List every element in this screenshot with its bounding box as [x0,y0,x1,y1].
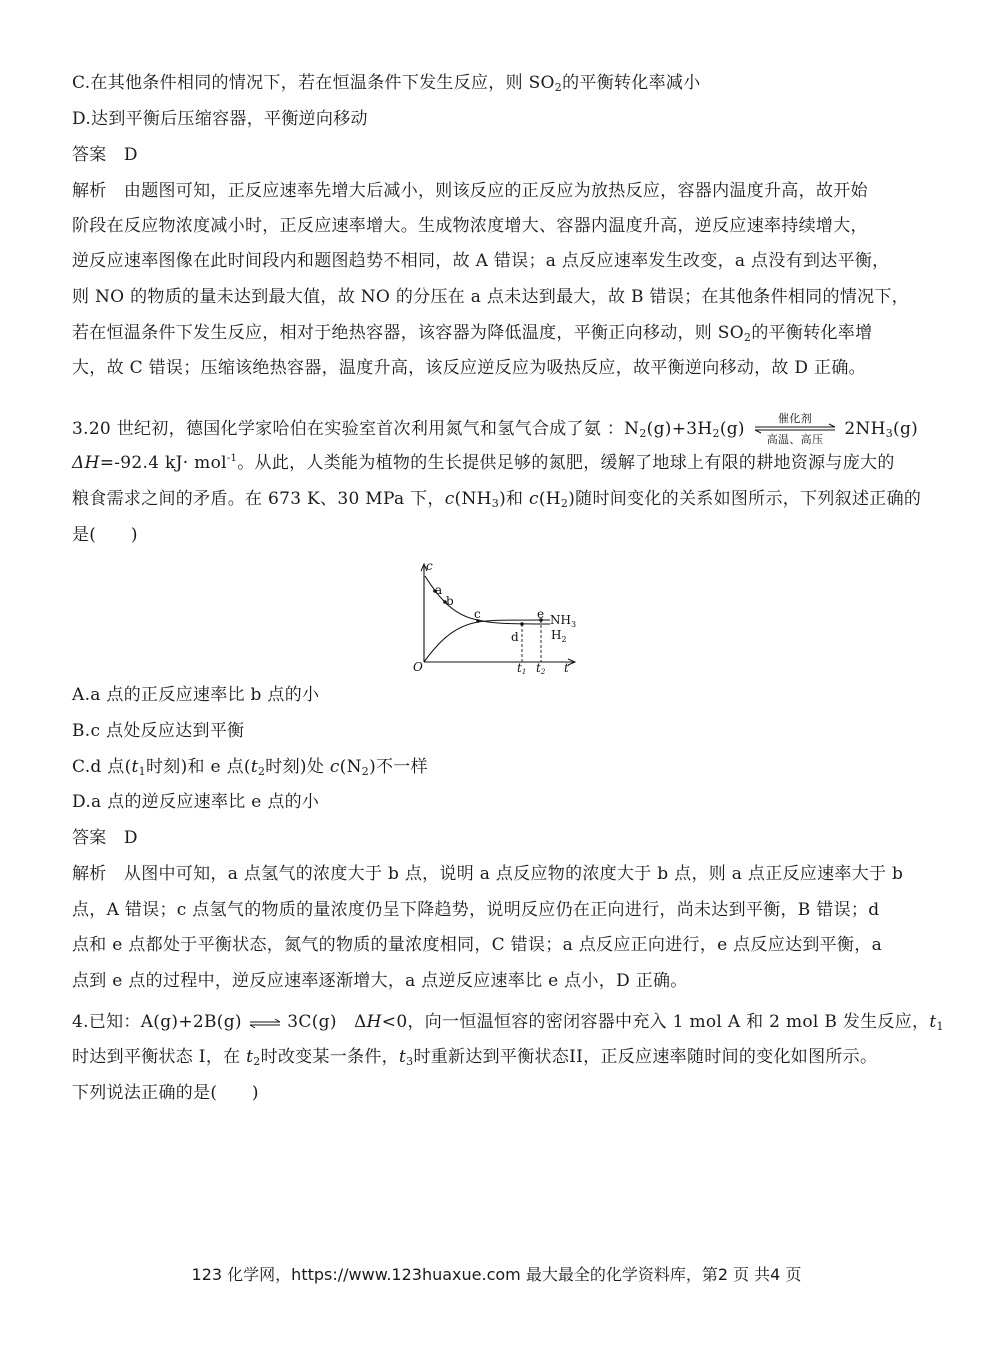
y-axis-label: c [426,559,433,573]
explanation-2-line4: 则 NO 的物质的量未达到最大值，故 NO 的分压在 a 点未达到最大，故 B 错误；在其他条件相同的情况下， [72,287,909,307]
label-e: e [537,607,545,621]
label-b: b [446,594,454,608]
h2-curve [425,576,550,624]
x-axis-label: t [564,661,569,674]
question-4-line1: 4.已知：A(g)+2B(g) 3C(g) ΔH<0，向一恒温恒容的密闭容器中充入 1 mol A 和 2 mol B 发生反应，$t_1$ [72,1012,944,1033]
page-footer: 123 化学网，https://www.123huaxue.com 最大最全的化学资料库，第2 页 共4 页 [191,1265,802,1284]
question-3-line1: 3.20 世纪初，德国化学家哈伯在实验室首次利用氮气和氢气合成了氨 ：$N_2(g)+3H_2(g)$ 催化剂 高温、高压 $2NH_3(g)$ [72,411,919,446]
explanation-2-line5: 若在恒温条件下发生反应，相对于绝热容器，该容器为降低温度，平衡正向移动，则 $SO_2$的平衡转化率增 [72,323,873,344]
label-a: a [435,583,443,597]
explanation-2-line3: 逆反应速率图像在此时间段内和题图趋势不相同，故 A 错误；a 点反应速率发生改变，a 点没有到达平衡， [72,251,890,271]
explanation-3-line3: 点和 e 点都处于平衡状态，氮气的物质的量浓度相同，C 错误；a 点反应正向进行，e 点反应达到平衡，a [72,935,883,955]
t2-label: t2 [536,661,546,674]
question-3-option-b: B.c 点处反应达到平衡 [72,721,245,741]
answer-3: 答案 D [72,828,138,848]
question-3-line2: ΔH=-92.4 kJ· mol$^{-1}$。从此，人类能为植物的生长提供足够的氮肥，缓解了地球上有限的耕地资源与庞大的 [72,453,895,473]
point-d [520,622,524,626]
explanation-3-line4: 点到 e 点的过程中，逆反应速率逐渐增大，a 点逆反应速率比 e 点小，D 正确。 [72,971,688,991]
answer-2: 答案 D [72,145,138,165]
concentration-time-figure [410,558,590,674]
label-d: d [511,630,519,644]
question-3-option-c: C.d 点($t_1$时刻)和 e 点($t_2$时刻)处 $c(N_2)$不一样 [72,757,428,778]
option-c-prev: C.在其他条件相同的情况下，若在恒温条件下发生反应，则 $SO_2$的平衡转化率减小 [72,73,701,94]
catalyst-label: 催化剂 [777,411,812,425]
question-3-line4: 是( ) [72,525,138,545]
explanation-2-line1: 解析 由题图可知，正反应速率先增大后减小，则该反应的正反应为放热反应，容器内温度升高，故开始 [72,181,868,201]
option-d-prev: D.达到平衡后压缩容器，平衡逆向移动 [72,109,368,129]
nh3-label: $NH_3$ [550,613,577,629]
explanation-3-line1: 解析 从图中可知，a 点氢气的浓度大于 b 点，说明 a 点反应物的浓度大于 b 点，则 a 点正反应速率大于 b [72,864,904,884]
question-3-option-d: D.a 点的逆反应速率比 e 点的小 [72,792,320,812]
reversible-arrow-icon [248,1016,282,1030]
label-c: c [474,607,481,621]
nh3-curve [424,620,550,662]
explanation-3-line2: 点，A 错误；c 点氢气的物质的量浓度仍呈下降趋势，说明反应仍在正向进行，尚未达到平衡，B 错误；d [72,900,880,920]
h2-label: $H_2$ [551,628,567,644]
explanation-2-line6: 大，故 C 错误；压缩该绝热容器，温度升高，该反应逆反应为吸热反应，故平衡逆向移动，故 D 正确。 [72,358,866,378]
t1-label: t1 [517,661,527,674]
question-3-option-a: A.a 点的正反应速率比 b 点的小 [72,685,320,705]
condition-label: 高温、高压 [766,432,823,446]
equilibrium-arrow-icon [751,411,839,446]
question-3-line3: 粮食需求之间的矛盾。在 673 K、30 MPa 下，$c(NH_3)$和 $c(H_2)$随时间变化的关系如图所示，下列叙述正确的 [72,489,922,510]
question-4-line2: 时达到平衡状态 I，在 $t_2$时改变某一条件，$t_3$时重新达到平衡状态II，正反应速率随时间的变化如图所示。 [72,1047,878,1068]
origin-label: O [413,660,423,674]
explanation-2-line2: 阶段在反应物浓度减小时，正反应速率增大。生成物浓度增大、容器内温度升高，逆反应速率持续增大， [72,216,868,236]
question-4-line3: 下列说法正确的是( ) [72,1083,259,1103]
